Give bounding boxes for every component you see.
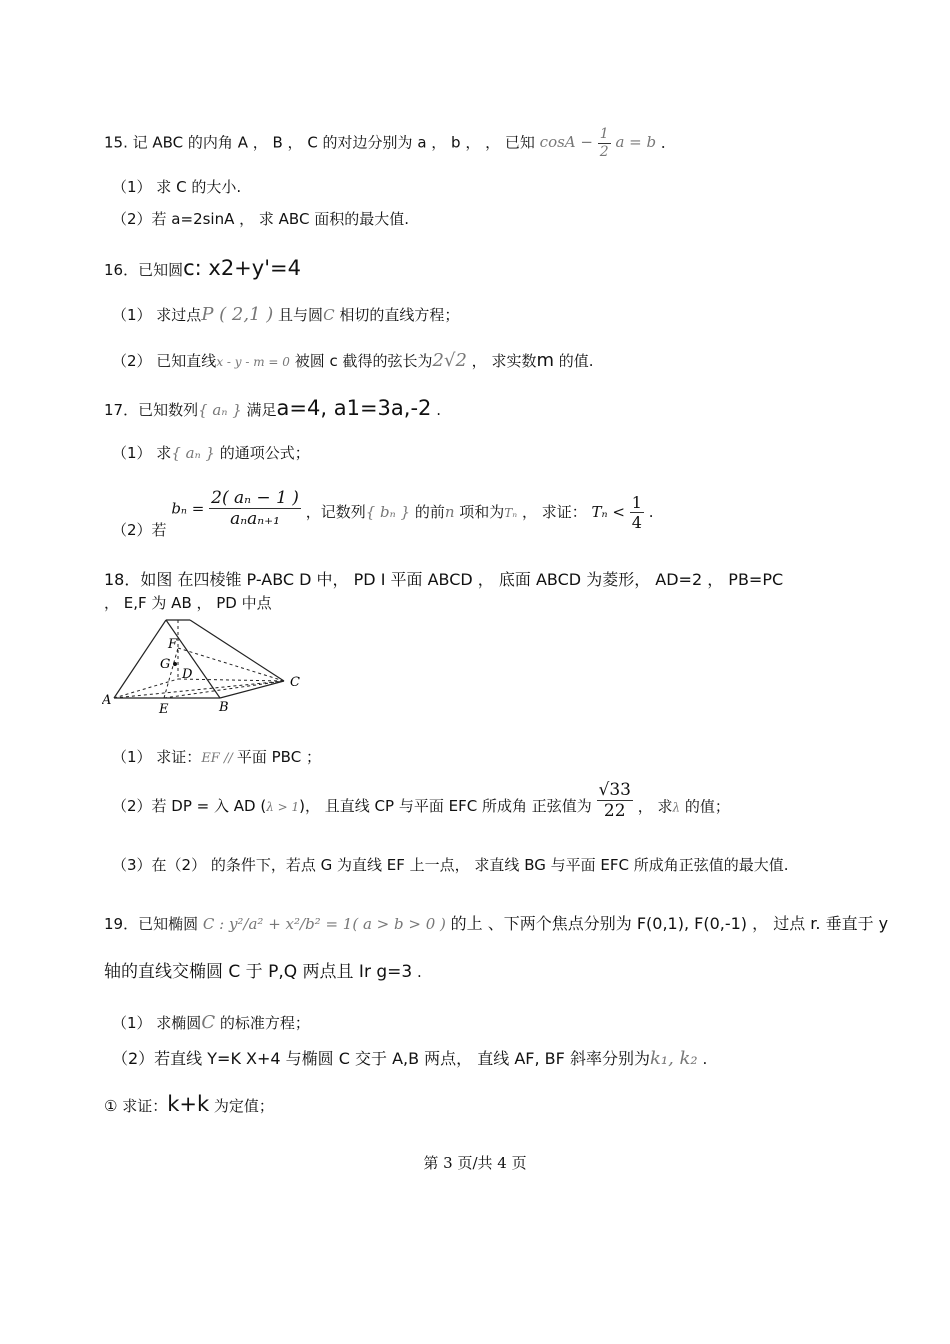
q19-stem: 19．已知椭圆 C : y²/a² + x²/b² = 1( a > b > 0 ) 的上 、下两个焦点分别为 F(0,1), F(0,-1) ， 过点 r. 垂直于 y bbox=[104, 914, 889, 933]
q18-part1: （1） 求证：EF // 平面 PBC ； bbox=[112, 748, 321, 766]
q17-part2: （2）若 bₙ = $\frac{\text{2( aₙ − 1 )}}{\text{aₙaₙ₊₁}}$ ，记数列{ bₙ } 的前n 项和为Tₙ ， 求证： Tₙ < $\frac{1}{4}$ . bbox=[112, 488, 654, 540]
q18-part3: （3）在（2） 的条件下，若点 G 为直线 EF 上一点， 求直线 BG 与平面 EFC 所成角正弦值的最大值. bbox=[112, 856, 789, 874]
q15-part2: （2）若 a=2sinA ， 求 ABC 面积的最大值. bbox=[112, 210, 409, 228]
label-B: B bbox=[219, 700, 229, 715]
pyramid-figure bbox=[102, 616, 306, 716]
label-A: A bbox=[102, 693, 112, 708]
q15-stem: 15. 记 ABC 的内角 A ， B ， C 的对边分别为 a ， b ， ， 已知 cosA − $\frac{1}{2}$ a = b ． bbox=[104, 126, 676, 160]
q18-stem: 18．如图 在四棱锥 P-ABC D 中， PD I 平面 ABCD ， 底面 ABCD 为菱形， AD=2 ， PB=PC bbox=[104, 570, 784, 589]
label-D: D bbox=[182, 667, 193, 682]
label-F: F bbox=[168, 637, 178, 652]
q19-part2: （2）若直线 Y=K X+4 与椭圆 C 交于 A,B 两点， 直线 AF, BF 斜率分别为k₁, k₂ . bbox=[112, 1048, 708, 1069]
q19-stem-2: 轴的直线交椭圆 C 于 P,Q 两点且 Ir g=3 . bbox=[104, 962, 422, 982]
q19-part1: （1） 求椭圆C 的标准方程； bbox=[112, 1012, 310, 1033]
q19-part2-sub1: ① 求证：k+k 为定值； bbox=[104, 1092, 274, 1116]
q17-part1: （1） 求{ aₙ } 的通项公式； bbox=[112, 444, 310, 462]
q15-part1: （1） 求 C 的大小. bbox=[112, 178, 242, 196]
q15-formula: cosA − $\frac{1}{2}$ a = b bbox=[539, 126, 657, 160]
label-E: E bbox=[159, 702, 169, 716]
page-footer: 第 3 页/共 4 页 bbox=[423, 1154, 527, 1172]
label-G: G bbox=[160, 657, 171, 672]
q16-part1: （1） 求过点P ( 2,1 ) 且与圆C 相切的直线方程； bbox=[112, 304, 460, 325]
label-C: C bbox=[290, 675, 300, 690]
q16-stem: 16．已知圆c: x2+y'=4 bbox=[104, 256, 301, 280]
q18-part2: （2）若 DP = 入 AD (λ > 1)， 且直线 CP 与平面 EFC 所成角 正弦值为 $\frac{√33}{22}$ ， 求λ 的值； bbox=[112, 780, 730, 822]
q16-part2: （2） 已知直线x - y - m = 0 被圆 c 截得的弦长为2√2 ， 求实数m 的值. bbox=[112, 350, 594, 371]
q18-stem-2: ， E,F 为 AB ， PD 中点 bbox=[104, 594, 272, 612]
q17-stem: 17．已知数列{ aₙ } 满足a=4, a1=3a,-2 . bbox=[104, 396, 441, 420]
